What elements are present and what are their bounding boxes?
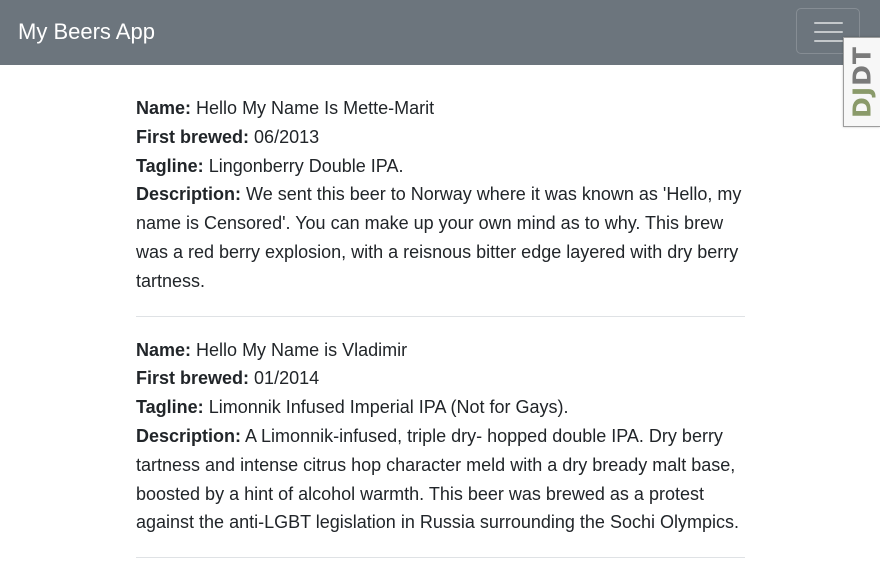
name-label: Name: (136, 339, 192, 360)
first-brewed-row (136, 123, 745, 152)
name-label: Name: (136, 98, 192, 118)
beer-list (136, 94, 745, 577)
djdt-toolbar-handle[interactable] (843, 37, 880, 127)
first-brewed-row (136, 364, 745, 393)
description-label: Description: (136, 184, 242, 205)
djdt-logo: DJDT (847, 46, 877, 118)
beer-first-brewed: 06/2013 (254, 126, 320, 147)
hamburger-menu-icon (814, 31, 843, 33)
tagline-row (136, 152, 745, 181)
description-label: Description: (136, 425, 242, 446)
hamburger-menu-icon (814, 40, 843, 42)
beer-item (136, 94, 745, 296)
beer-name: Hello My Name is Vladimir (196, 339, 408, 360)
divider (136, 557, 745, 558)
beer-name-row (136, 336, 745, 365)
hamburger-menu-icon (814, 22, 843, 24)
description-row (136, 422, 745, 537)
beer-name: Hello My Name Is Mette-Marit (196, 98, 435, 118)
navbar (0, 0, 880, 65)
beer-description: A Limonnik-infused, triple dry- hopped double IPA. Dry berry tartness and intense citrus hop character meld with a dry bready malt base, boosted by a hint of alcohol warmth. This beer was brewed as a protest against the anti-LGBT legislation in Russia surrounding the Sochi Olympics. (136, 425, 739, 533)
navbar-brand[interactable]: My Beers App (18, 19, 155, 44)
beer-tagline: Lingonberry Double IPA. (208, 155, 404, 176)
first-brewed-label: First brewed: (136, 368, 250, 389)
beer-tagline: Limonnik Infused Imperial IPA (Not for Gays). (208, 397, 569, 418)
beer-item (136, 336, 745, 538)
beer-name-row (136, 94, 745, 123)
tagline-label: Tagline: (136, 155, 204, 176)
beer-first-brewed: 01/2014 (254, 368, 320, 389)
divider (136, 316, 745, 317)
first-brewed-label: First brewed: (136, 126, 250, 147)
tagline-row (136, 393, 745, 422)
description-row (136, 180, 745, 295)
beer-description: We sent this beer to Norway where it was known as 'Hello, my name is Censored'. You can make up your own mind as to why. This brew was a red berry explosion, with a reisnous bitter edge layered with dry berry tartness. (136, 184, 742, 291)
tagline-label: Tagline: (136, 397, 204, 418)
